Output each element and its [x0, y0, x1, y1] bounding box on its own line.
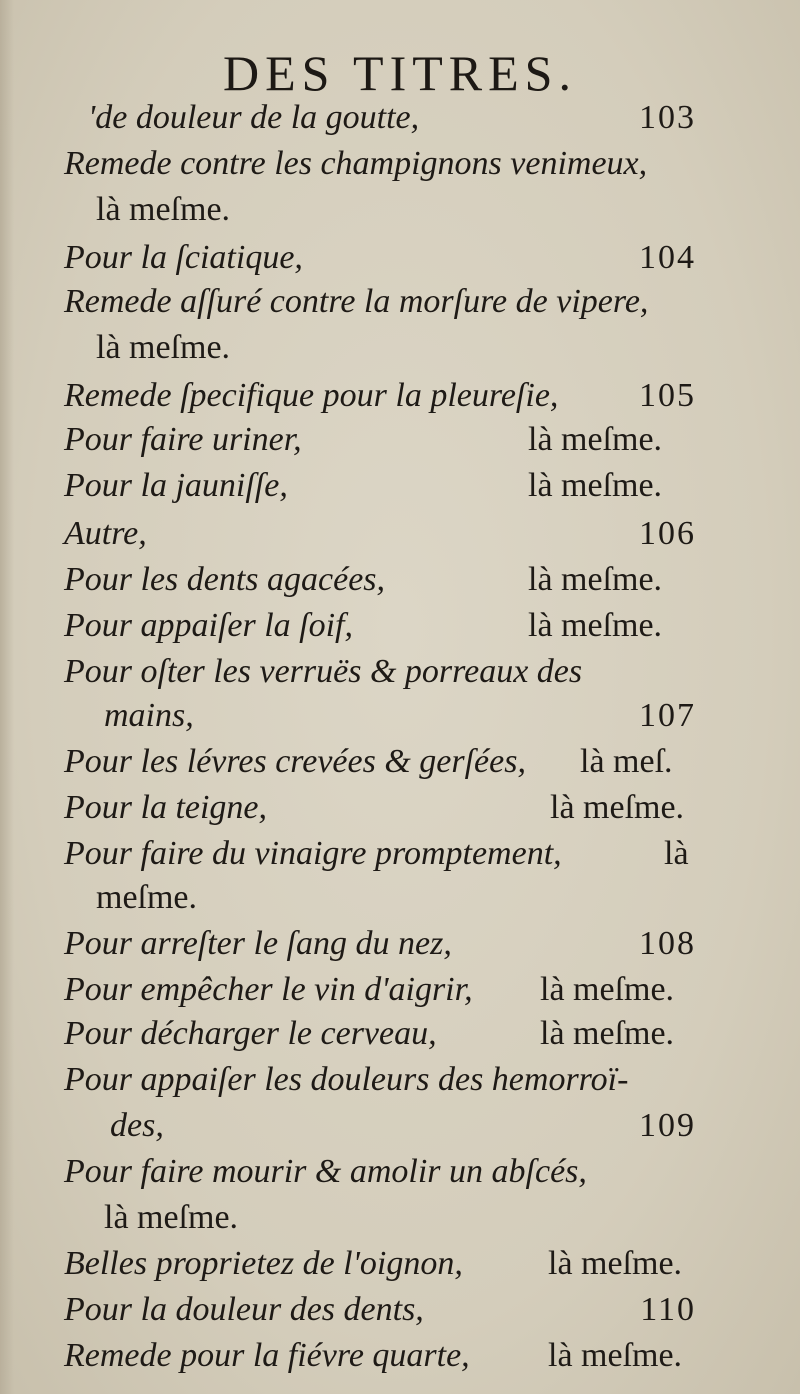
- toc-entry: [0, 650, 800, 694]
- page-reference: là meſ.: [580, 743, 673, 780]
- entry-title: Pour arreſter le ſang du nez,: [64, 925, 452, 962]
- toc-entry: [0, 1242, 800, 1286]
- page-number: 106: [639, 515, 696, 552]
- page-number: 110: [640, 1291, 696, 1328]
- toc-entry: [0, 374, 800, 418]
- toc-entry: [0, 740, 800, 784]
- toc-entry: [0, 786, 800, 830]
- page-reference: là: [664, 835, 689, 872]
- entry-title: Autre,: [64, 515, 147, 552]
- toc-entry: [0, 142, 800, 186]
- toc-entry: [0, 1288, 800, 1332]
- toc-entry: [0, 464, 800, 508]
- page-reference: là meſme.: [528, 607, 663, 644]
- page-reference: là meſme.: [540, 971, 675, 1008]
- page-reference: là meſme.: [528, 421, 663, 458]
- entry-title: Pour faire uriner,: [64, 421, 302, 458]
- toc-entry: [0, 922, 800, 966]
- page-reference: là meſme.: [528, 561, 663, 598]
- page-reference: là meſme.: [540, 1015, 675, 1052]
- entry-title: Belles proprietez de l'oignon,: [64, 1245, 463, 1282]
- toc-entry: [0, 558, 800, 602]
- page-reference: là meſme.: [548, 1245, 683, 1282]
- entry-title: Pour la jauniſſe,: [64, 467, 288, 504]
- entry-title: Pour appaiſer la ſoif,: [64, 607, 353, 644]
- toc-entry: [0, 832, 800, 876]
- entry-title: Pour les lévres crevées & gerſées,: [64, 743, 526, 780]
- entry-title-continuation: mains,: [104, 697, 194, 734]
- toc-entry-continuation: [0, 1104, 800, 1148]
- toc-entry: [0, 968, 800, 1012]
- page-reference: là meſme.: [550, 789, 685, 826]
- toc-entry-continuation: [0, 1196, 800, 1240]
- entry-title: Pour empêcher le vin d'aigrir,: [64, 971, 473, 1008]
- page-reference: là meſme.: [104, 1199, 239, 1236]
- entry-title: Pour appaiſer les douleurs des hemorroï-: [64, 1061, 629, 1098]
- entry-title: Pour la douleur des dents,: [64, 1291, 424, 1328]
- page-number: 109: [639, 1107, 696, 1144]
- toc-entry: [0, 1334, 800, 1378]
- toc-entry-continuation: [0, 188, 800, 232]
- entry-title: 'de douleur de la goutte,: [88, 99, 420, 136]
- toc-entry: [0, 1150, 800, 1194]
- entry-title: Pour oſter les verruës & porreaux des: [64, 653, 583, 690]
- page-number: 105: [639, 377, 696, 414]
- entry-title: Pour la ſciatique,: [64, 239, 303, 276]
- entry-title: Remede pour la fiévre quarte,: [64, 1337, 470, 1374]
- running-header: DES TITRES.: [223, 45, 577, 101]
- page-reference: meſme.: [96, 879, 198, 916]
- page-number: 103: [639, 99, 696, 136]
- page-reference: là meſme.: [548, 1337, 683, 1374]
- toc-entry-continuation: [0, 876, 800, 920]
- toc-entry: [0, 418, 800, 462]
- entry-title: Pour les dents agacées,: [64, 561, 386, 598]
- toc-entry: [0, 96, 800, 140]
- entry-title: Remede contre les champignons venimeux,: [64, 145, 648, 182]
- page-reference: là meſme.: [96, 329, 231, 366]
- entry-title: Pour décharger le cerveau,: [64, 1015, 437, 1052]
- page-number: 108: [639, 925, 696, 962]
- entry-title: Pour faire du vinaigre promptement,: [64, 835, 562, 872]
- toc-entry: [0, 604, 800, 648]
- page-number: 107: [639, 697, 696, 734]
- toc-entry-continuation: [0, 694, 800, 738]
- page-reference: là meſme.: [528, 467, 663, 504]
- entry-title: Pour faire mourir & amolir un abſcés,: [64, 1153, 587, 1190]
- page-reference: là meſme.: [96, 191, 231, 228]
- toc-entry: [0, 1012, 800, 1056]
- entry-title: Remede ſpecifique pour la pleureſie,: [64, 377, 559, 414]
- toc-entry: [0, 280, 800, 324]
- entry-title: Pour la teigne,: [64, 789, 268, 826]
- toc-entry: [0, 512, 800, 556]
- toc-entry: [0, 236, 800, 280]
- page-number: 104: [639, 239, 696, 276]
- entry-title-continuation: des,: [110, 1107, 164, 1144]
- toc-entry: [0, 1058, 800, 1102]
- entry-title: Remede aſſuré contre la morſure de vipere,: [64, 283, 649, 320]
- toc-entry-continuation: [0, 326, 800, 370]
